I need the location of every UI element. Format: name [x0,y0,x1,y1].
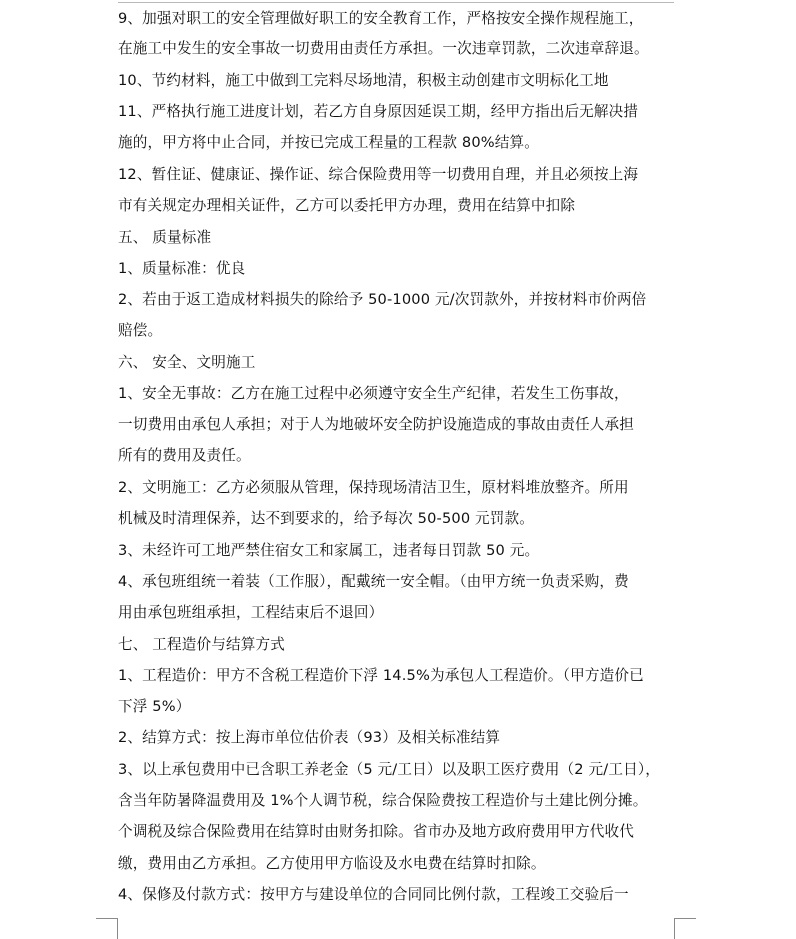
text-line: 10、节约材料，施工中做到工完料尽场地清，积极主动创建市文明标化工地 [118,72,609,89]
top-divider [118,2,674,3]
text-line: 赔偿。 [118,322,163,339]
text-line: 施的，甲方将中止合同，并按已完成工程量的工程款 80%结算。 [118,134,540,151]
text-line: 3、以上承包费用中已含职工养老金（5 元/工日）以及职工医疗费用（2 元/工日）， [118,761,661,778]
text-line: 2、结算方式：按上海市单位估价表（93）及相关标准结算 [118,729,501,746]
text-line: 4、保修及付款方式：按甲方与建设单位的合同同比例付款，工程竣工交验后一 [118,886,629,903]
text-line: 含当年防暑降温费用及 1%个人调节税，综合保险费按工程造价与土建比例分摊。 [118,792,648,809]
text-line: 9、加强对职工的安全管理做好职工的安全教育工作，严格按安全操作规程施工， [118,10,644,27]
text-line: 机械及时清理保养，达不到要求的，给予每次 50-500 元罚款。 [118,510,535,527]
corner-mark-right-v [674,918,675,939]
text-line: 1、安全无事故：乙方在施工过程中必须遵守安全生产纪律，若发生工伤事故， [118,385,629,402]
text-line: 个调税及综合保险费用在结算时由财务扣除。省市办及地方政府费用甲方代收代 [118,823,635,840]
text-line: 11、严格执行施工进度计划，若乙方自身原因延误工期，经甲方指出后无解决措 [118,103,639,120]
text-line: 2、文明施工：乙方必须服从管理，保持现场清洁卫生，原材料堆放整齐。所用 [118,479,629,496]
text-line: 2、若由于返工造成材料损失的除给予 50-1000 元/次罚款外，并按材料市价两倍 [118,291,647,308]
text-line: 12、暂住证、健康证、操作证、综合保险费用等一切费用自理，并且必须按上海 [118,166,639,183]
text-line: 所有的费用及责任。 [118,447,251,464]
text-line: 用由承包班组承担，工程结束后不退回） [118,604,384,621]
text-line: 一切费用由承包人承担；对于人为地破坏安全防护设施造成的事故由责任人承担 [118,416,635,433]
corner-mark-left-h [96,918,118,919]
text-line: 缴，费用由乙方承担。乙方使用甲方临设及水电费在结算时扣除。 [118,855,546,872]
section-heading-7: 七、 工程造价与结算方式 [118,636,285,653]
text-line: 3、未经许可工地严禁住宿女工和家属工，违者每日罚款 50 元。 [118,542,540,559]
text-line: 下浮 5%） [118,698,191,715]
text-line: 4、承包班组统一着装（工作服），配戴统一安全帽。（由甲方统一负责采购，费 [118,573,629,590]
corner-mark-left-v [117,918,118,939]
section-heading-5: 五、 质量标准 [118,229,212,246]
text-line: 在施工中发生的安全事故一切费用由责任方承担。一次违章罚款，二次违章辞退。 [118,40,649,57]
text-line: 1、工程造价：甲方不含税工程造价下浮 14.5%为承包人工程造价。（甲方造价已 [118,667,644,684]
section-heading-6: 六、 安全、文明施工 [118,354,256,371]
text-line: 市有关规定办理相关证件，乙方可以委托甲方办理，费用在结算中扣除 [118,197,576,214]
corner-mark-right-h [674,918,696,919]
text-line: 1、质量标准：优良 [118,260,246,277]
